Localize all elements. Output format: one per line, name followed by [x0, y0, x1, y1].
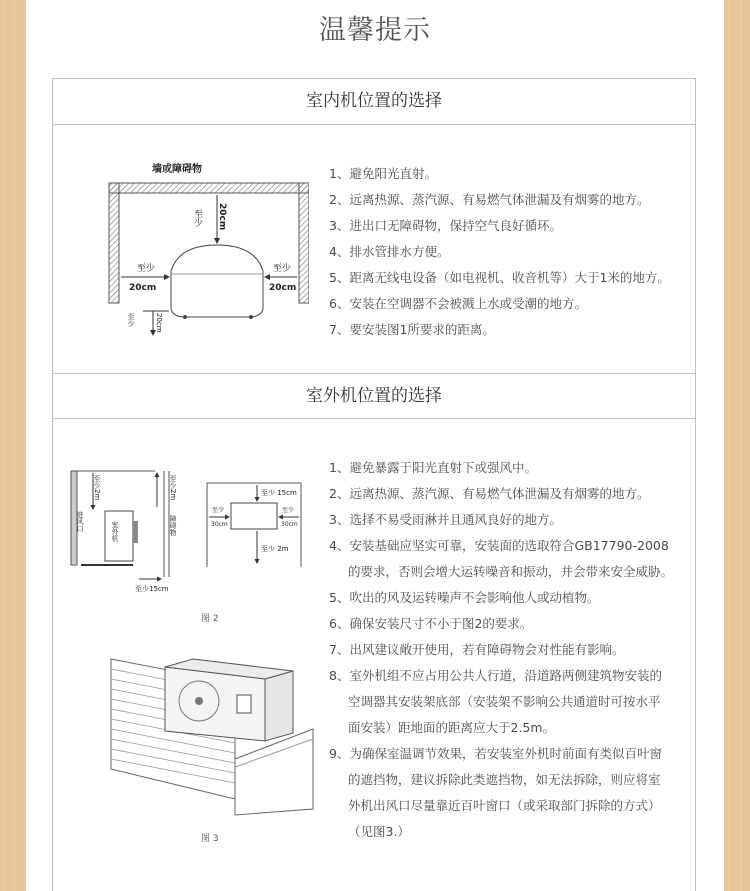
indoor-clearance-diagram	[79, 159, 309, 339]
outdoor-item-text: 3、选择不易受雨淋并且通风良好的地方。	[329, 512, 562, 527]
fig2-unit-label: 室外机	[111, 521, 119, 542]
left-wall	[109, 183, 119, 303]
indoor-item-text: 3、进出口无障碍物，保持空气良好循环。	[329, 218, 562, 233]
fig2-plan-left-value: 30cm	[211, 521, 228, 528]
outdoor-item-text: 1、避免暴露于阳光直射下或强风中。	[329, 460, 537, 475]
wall-label: 墙或障碍物	[152, 164, 202, 175]
fig2-air-inlet: 进风口	[76, 511, 84, 532]
outdoor-item	[329, 611, 673, 637]
indoor-item-text: 6、安装在空调器不会被溅上水或受潮的地方。	[329, 296, 587, 311]
outdoor-item	[329, 741, 673, 845]
content-sheet	[26, 0, 724, 891]
outdoor-item	[329, 481, 673, 507]
right-wall	[299, 183, 309, 303]
indoor-item	[329, 265, 670, 291]
fig2-obstacle: 障碍物	[169, 515, 177, 536]
page-title: 温馨提示	[319, 15, 431, 46]
outdoor-item-text: 4、安装基础应坚实可靠，安装面的选取符合GB17790-2008	[329, 538, 669, 553]
indoor-section-heading: 室内机位置的选择	[53, 79, 695, 125]
bottom-clearance-value: 20cm	[155, 313, 163, 333]
fig3-caption: 图 3	[201, 834, 219, 844]
right-clearance-label: 至少	[273, 264, 292, 274]
indoor-item	[329, 291, 670, 317]
fig2-plan-right-label: 至少	[282, 507, 295, 514]
indoor-item	[329, 239, 670, 265]
outdoor-item	[329, 507, 673, 533]
indoor-item-text: 1、避免阳光直射。	[329, 166, 437, 181]
indoor-item	[329, 213, 670, 239]
fig2-outdoor-unit	[105, 511, 133, 561]
outdoor-item-text: 2、远离热源、蒸汽源、有易燃气体泄漏及有烟雾的地方。	[329, 486, 650, 501]
content-frame	[52, 78, 696, 891]
right-clearance-value: 20cm	[269, 283, 297, 293]
indoor-item	[329, 187, 670, 213]
indoor-requirements-list	[329, 161, 670, 343]
outdoor-item	[329, 455, 673, 481]
outdoor-item-text: 8、室外机组不应占用公共人行道，沿道路两侧建筑物安装的	[329, 668, 662, 683]
outdoor-item	[329, 637, 673, 663]
fig2-plan-unit	[231, 503, 277, 529]
fig2-plan-right-value: 30cm	[281, 521, 298, 528]
top-wall	[109, 183, 309, 193]
outdoor-item	[329, 533, 673, 585]
indoor-item-text: 2、远离热源、蒸汽源、有易燃气体泄漏及有烟雾的地方。	[329, 192, 650, 207]
indoor-item-text: 4、排水管排水方便。	[329, 244, 450, 259]
outdoor-item-text: 6、确保安装尺寸不小于图2的要求。	[329, 616, 533, 631]
left-clearance-value: 20cm	[129, 283, 157, 293]
indoor-item	[329, 161, 670, 187]
fig2-plan-top: 至少 15cm	[261, 489, 297, 497]
indoor-item-text: 5、距离无线电设备（如电视机、收音机等）大于1米的地方。	[329, 270, 670, 285]
indoor-unit	[171, 245, 263, 317]
outdoor-item-text: 5、吹出的风及运转噪声不会影响他人或动植物。	[329, 590, 600, 605]
outdoor-item-text: 9、为确保室温调节效果，若安装室外机时前面有类似百叶窗	[329, 746, 662, 761]
outdoor-item-continuation: 空调器其安装架底部（安装架不影响公共通道时可按水平	[348, 694, 661, 709]
fig2-side-clearance: 至少15cm	[135, 585, 169, 593]
outdoor-item-continuation: 外机出风口尽量靠近百叶窗口（或采取部门拆除的方式）	[348, 798, 661, 813]
outdoor-section-heading: 室外机位置的选择	[53, 373, 695, 419]
outdoor-item	[329, 585, 673, 611]
top-clearance-value: 20cm	[217, 203, 227, 231]
outdoor-item-continuation: 面安装）距地面的距离应大于2.5m。	[348, 720, 556, 735]
indoor-item	[329, 317, 670, 343]
outdoor-item-text: 7、出风建议敞开使用，若有障碍物会对性能有影响。	[329, 642, 625, 657]
left-clearance-label: 至少	[137, 264, 156, 274]
louver-window-illustration	[105, 649, 315, 819]
fig2-plan-left-label: 至少	[212, 507, 225, 514]
fig2-caption: 图 2	[201, 614, 219, 624]
outdoor-clearance-diagram	[67, 467, 307, 607]
outdoor-item-continuation: 的遮挡物，建议拆除此类遮挡物，如无法拆除，则应将室	[348, 772, 661, 787]
outdoor-item	[329, 663, 673, 741]
outdoor-item-continuation: （见图3.）	[348, 824, 410, 839]
outdoor-requirements-list	[329, 455, 673, 845]
fig2-top-clearance: 至少2m	[93, 475, 101, 501]
bottom-clearance-label: 至少	[127, 313, 135, 327]
outdoor-item-continuation: 的要求，否则会增大运转噪音和振动，并会带来安全威胁。	[348, 564, 674, 579]
top-clearance-label: 至少	[192, 209, 202, 227]
indoor-item-text: 7、要安装图1所要求的距离。	[329, 322, 495, 337]
fig2-plan-bottom: 至少 2m	[261, 545, 289, 553]
fig2-top-right-clearance: 至少2m	[169, 475, 177, 501]
